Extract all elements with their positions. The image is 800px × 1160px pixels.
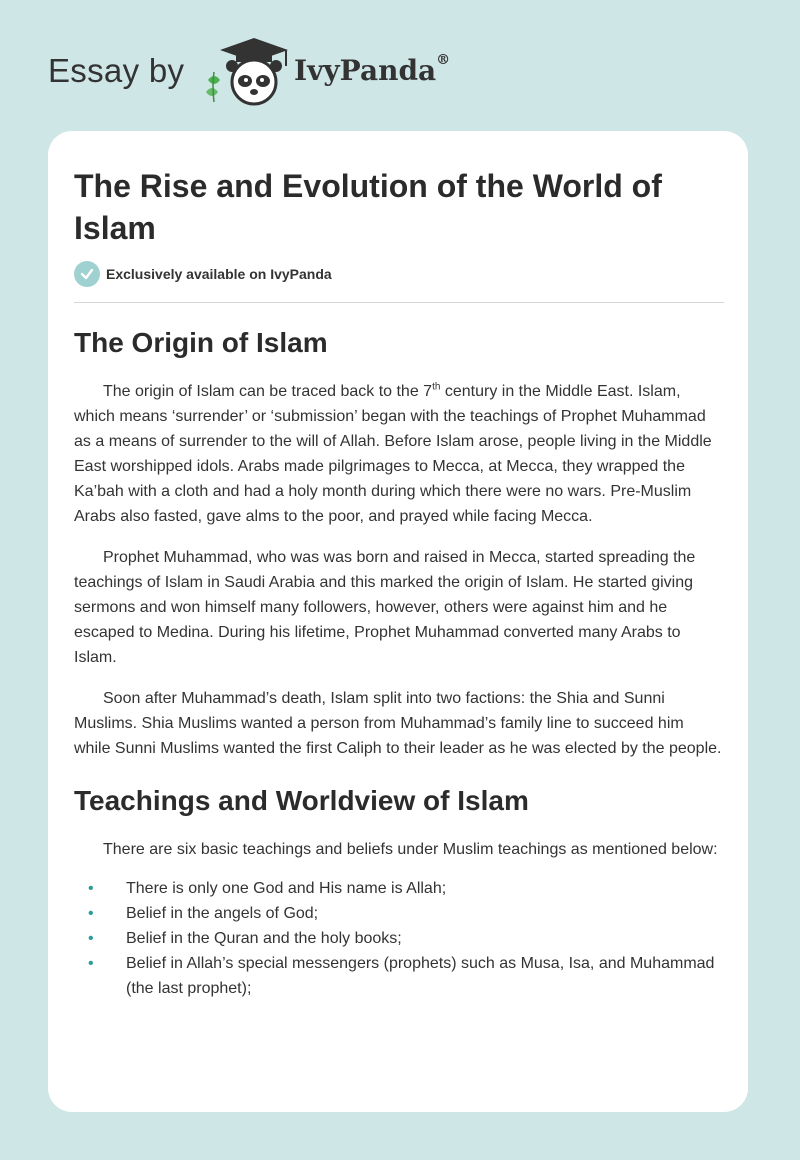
divider (74, 302, 724, 303)
brand-text: IvyPanda (294, 54, 437, 87)
bullet-icon: • (88, 905, 94, 922)
bullet-icon: • (88, 930, 94, 947)
paragraph: Soon after Muhammad’s death, Islam split into two factions: the Shia and Sunni Muslims. Shia Muslims wanted a person from Muhammad’s family line to succeed him while Sunni Muslims wanted the first Caliph to their leader as he was elected by the people. (74, 690, 722, 757)
list-item (74, 901, 724, 926)
list-item (74, 951, 724, 1001)
page-title: The Rise and Evolution of the World of Islam (74, 168, 662, 246)
paragraph-text-start: The origin of Islam can be traced back to the 7 (103, 383, 433, 400)
bullet-icon: • (88, 955, 94, 972)
section-heading-origin: The Origin of Islam (74, 327, 328, 358)
list-item-text: There is only one God and His name is Allah; (126, 880, 447, 897)
brand-name[interactable] (294, 54, 450, 87)
article-body (74, 323, 724, 1001)
exclusive-badge (74, 261, 332, 287)
paragraph (74, 379, 724, 529)
paragraph-text-end: century in the Middle East. Islam, which means ‘surrender’ or ‘submission’ began with the teachings of Prophet Muhammad as a means of surrender to the will of Allah. Before Islam arose, people living in the Middle East worshipped idols. Arabs made pilgrimages to Mecca, at Mecca, they wrapped the Ka’bah with a cloth and had a holy month during which there were no wars. Pre-Muslim Arabs also fasted, gave alms to the poor, and prayed while facing Mecca. (74, 383, 712, 525)
list-item-text: Belief in the Quran and the holy books; (126, 930, 402, 947)
section-heading-teachings: Teachings and Worldview of Islam (74, 785, 529, 816)
list-item-text: Belief in Allah’s special messengers (prophets) such as Musa, Isa, and Muhammad (the last prophet); (126, 955, 715, 997)
paragraph: Prophet Muhammad, who was was born and raised in Mecca, started spreading the teachings of Islam in Saudi Arabia and this marked the origin of Islam. He started giving sermons and won himself many followers, however, others were against him and he escaped to Medina. During his lifetime, Prophet Muhammad converted many Arabs to Islam. (74, 549, 696, 666)
list-item (74, 876, 724, 901)
panda-graduation-cap-icon[interactable] (202, 36, 290, 108)
essay-card (48, 131, 748, 1112)
registered-mark: ® (436, 52, 451, 68)
ordinal-suffix: th (432, 381, 441, 393)
site-header (48, 36, 568, 108)
check-icon (74, 261, 100, 287)
essay-by-label: Essay by (48, 52, 185, 89)
paragraph: There are six basic teachings and beliefs under Muslim teachings as mentioned below: (103, 841, 718, 858)
bullet-icon: • (88, 880, 94, 897)
list-item-text: Belief in the angels of God; (126, 905, 319, 922)
list-item (74, 926, 724, 951)
teachings-list (74, 876, 724, 1001)
badge-text: Exclusively available on IvyPanda (106, 266, 332, 282)
